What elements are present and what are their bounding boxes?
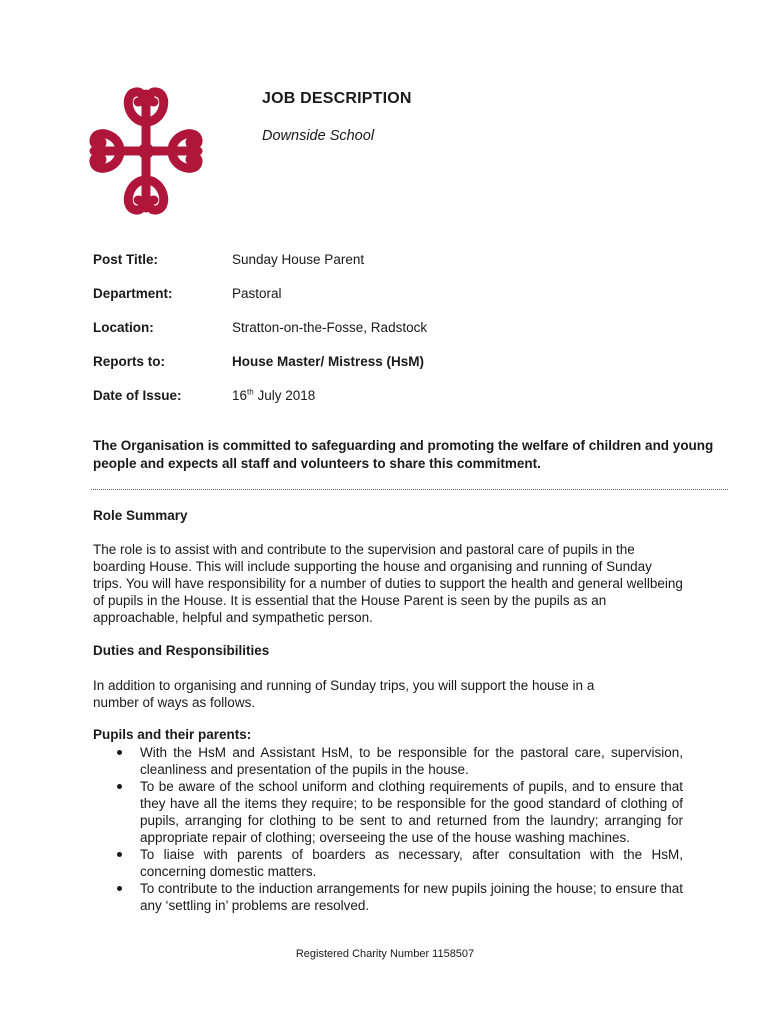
meta-label: Date of Issue:: [93, 388, 182, 403]
duties-intro: In addition to organising and running of Sunday trips, you will support the house in a number of ways as follows.: [93, 678, 595, 710]
pupils-parents-heading: Pupils and their parents:: [93, 727, 252, 742]
list-item: To contribute to the induction arrangements for new pupils joining the house; to ensure that any ‘settling in’ problems are resolved.: [93, 880, 683, 914]
meta-value: House Master/ Mistress (HsM): [232, 354, 425, 369]
divider: [91, 489, 728, 490]
meta-label: Reports to:: [93, 354, 165, 369]
meta-row-location: [93, 320, 427, 335]
meta-label: Department:: [93, 286, 173, 301]
meta-row-date-of-issue: [93, 388, 315, 403]
meta-value: Sunday House Parent: [232, 252, 365, 267]
meta-value: Pastoral: [232, 286, 282, 301]
duties-heading: Duties and Responsibilities: [93, 643, 270, 658]
list-item: With the HsM and Assistant HsM, to be responsible for the pastoral care, supervision, cleanliness and presentation of the pupils in the house.: [93, 744, 683, 778]
date-rest: July 2018: [253, 388, 316, 403]
school-crest-logo: [88, 86, 204, 216]
role-summary-text: The role is to assist with and contribute to the supervision and pastoral care of pupils in the boarding House. This will include supporting the house and organising and running of Sunday trips. You will have responsibility for a number of duties to support the health and general wellbeing of pupils in the House. It is essential that the House Parent is seen by the pupils as an approachable, helpful and sympathetic person.: [93, 542, 683, 625]
school-name: Downside School: [262, 128, 375, 144]
meta-value: Stratton-on-the-Fosse, Radstock: [232, 320, 428, 335]
meta-row-department: [93, 286, 282, 301]
date-suffix: th: [247, 387, 254, 397]
meta-label: Post Title:: [93, 252, 159, 267]
meta-label: Location:: [93, 320, 154, 335]
document-title: JOB DESCRIPTION: [262, 90, 412, 107]
charity-number-footer: Registered Charity Number 1158507: [295, 948, 475, 960]
role-summary-heading: Role Summary: [93, 508, 188, 523]
safeguarding-statement: The Organisation is committed to safeguarding and promoting the welfare of children and young people and expects all staff and volunteers to share this commitment.: [93, 438, 714, 471]
list-item: To liaise with parents of boarders as necessary, after consultation with the HsM, concerning domestic matters.: [93, 846, 683, 880]
meta-value: [232, 388, 315, 403]
date-day: 16: [232, 388, 248, 403]
meta-row-post-title: [93, 252, 364, 267]
list-item: To be aware of the school uniform and clothing requirements of pupils, and to ensure that they have all the items they require; to be responsible for the good standard of clothing of pupils, arranging for clothing to be sent to and returned from the laundry; arranging for appropriate repair of clothing; overseeing the use of the house washing machines.: [93, 778, 683, 846]
duties-list: [93, 744, 683, 914]
meta-row-reports-to: [93, 354, 424, 369]
